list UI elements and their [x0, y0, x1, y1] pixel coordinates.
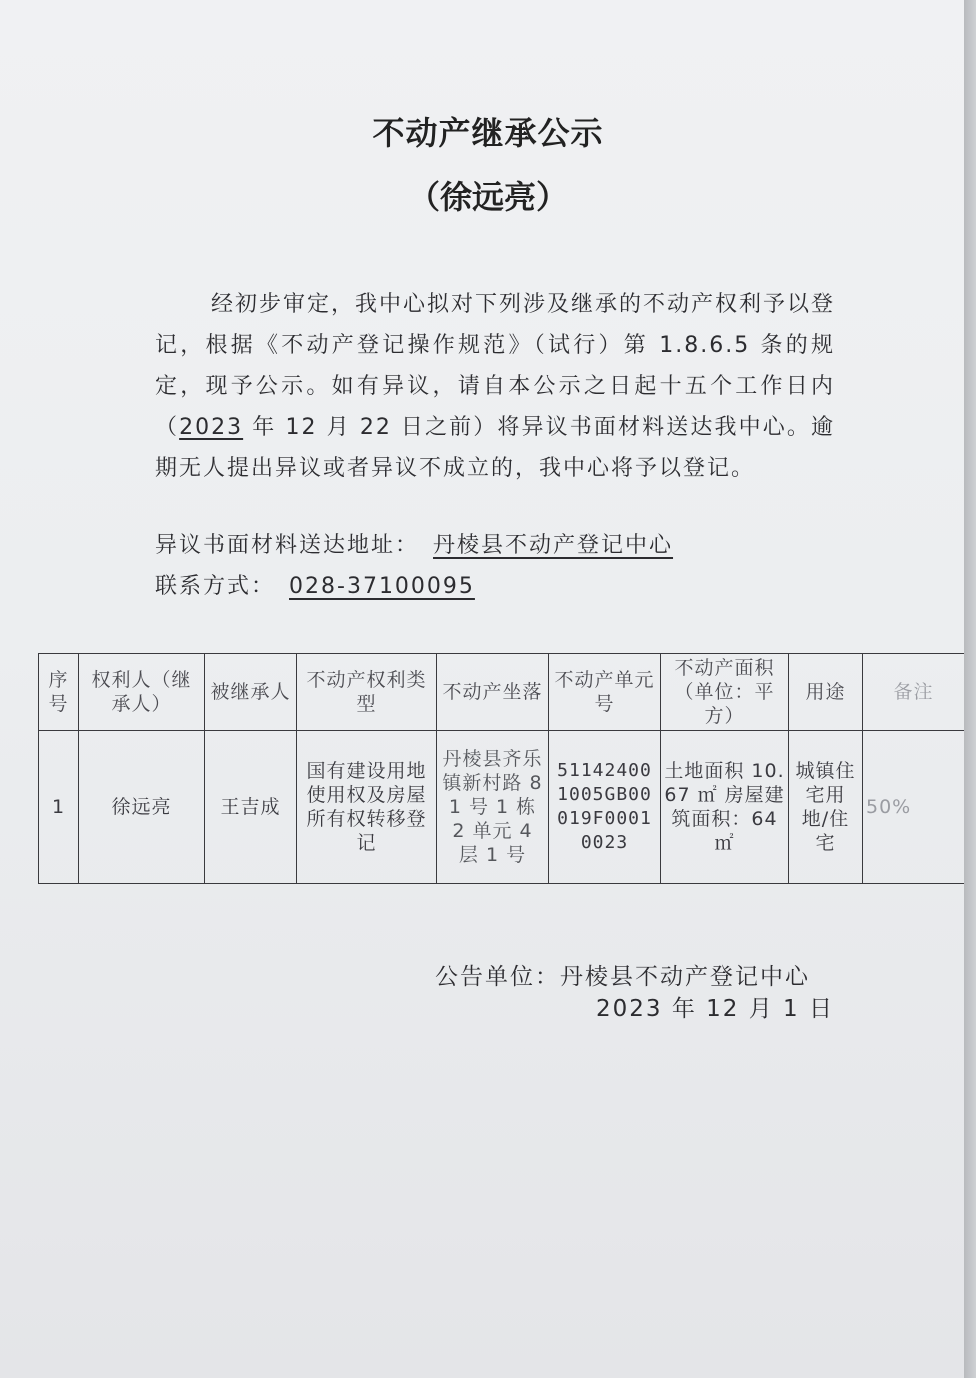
header-cell: 备注: [863, 654, 965, 731]
header-cell: 不动产面积（单位：平方）: [661, 654, 789, 731]
cell-remark: 50%: [863, 731, 965, 884]
contact-value: 028-37100095: [289, 574, 475, 599]
cell-usage: 城镇住宅用地/住宅: [789, 731, 863, 884]
header-cell: 不动产权利类型: [297, 654, 437, 731]
header-cell: 不动产坐落: [437, 654, 549, 731]
header-cell: 被继承人: [205, 654, 297, 731]
contact-label: 联系方式：: [155, 574, 276, 599]
header-cell: 不动产单元号: [549, 654, 661, 731]
address-line: [155, 528, 673, 559]
cell-number: 1: [39, 731, 79, 884]
notice-text-part1: 经初步审定，我中心拟对下列涉及继承的不动产权利予以登记，根据《不动产登记操作规范》（试行）第 1.8.6.5 条的规定，现予公示。如有异议，请自本公示之日起十五个工作日内（: [155, 292, 836, 440]
contact-line: [155, 569, 475, 600]
inheritance-table: [38, 653, 965, 884]
address-value: 丹棱县不动产登记中心: [433, 533, 674, 558]
cell-right-type: 国有建设用地使用权及房屋所有权转移登记: [297, 731, 437, 884]
address-label: 异议书面材料送达地址：: [155, 533, 420, 558]
header-cell: 用途: [789, 654, 863, 731]
issuing-unit: 公告单位：丹棱县不动产登记中心: [435, 964, 810, 990]
cell-heir: 徐远亮: [79, 731, 205, 884]
notice-year: 2023: [179, 415, 244, 440]
table-row: [39, 731, 965, 884]
cell-decedent: 王吉成: [205, 731, 297, 884]
document-subtitle: （徐远亮）: [407, 178, 568, 216]
cell-unit-number: 511424001005GB00019F00010023: [549, 731, 661, 884]
table-header-row: [39, 654, 965, 731]
document-title: 不动产继承公示: [372, 114, 604, 152]
cell-area: 土地面积 10.67 ㎡ 房屋建筑面积：64 ㎡: [661, 731, 789, 884]
notice-paragraph: [155, 284, 835, 489]
background-edge: [964, 0, 976, 1378]
header-cell: 权利人（继承人）: [79, 654, 205, 731]
issue-date: 2023 年 12 月 1 日: [596, 996, 834, 1022]
cell-location: 丹棱县齐乐镇新村路 81 号 1 栋 2 单元 4 层 1 号: [437, 731, 549, 884]
notice-text-part2: 年 12 月 22 日之前）将异议书面材料送达我中心。逾期无人提出异议或者异议不成立的，我中心将予以登记。: [155, 415, 835, 481]
header-cell: 序号: [39, 654, 79, 731]
